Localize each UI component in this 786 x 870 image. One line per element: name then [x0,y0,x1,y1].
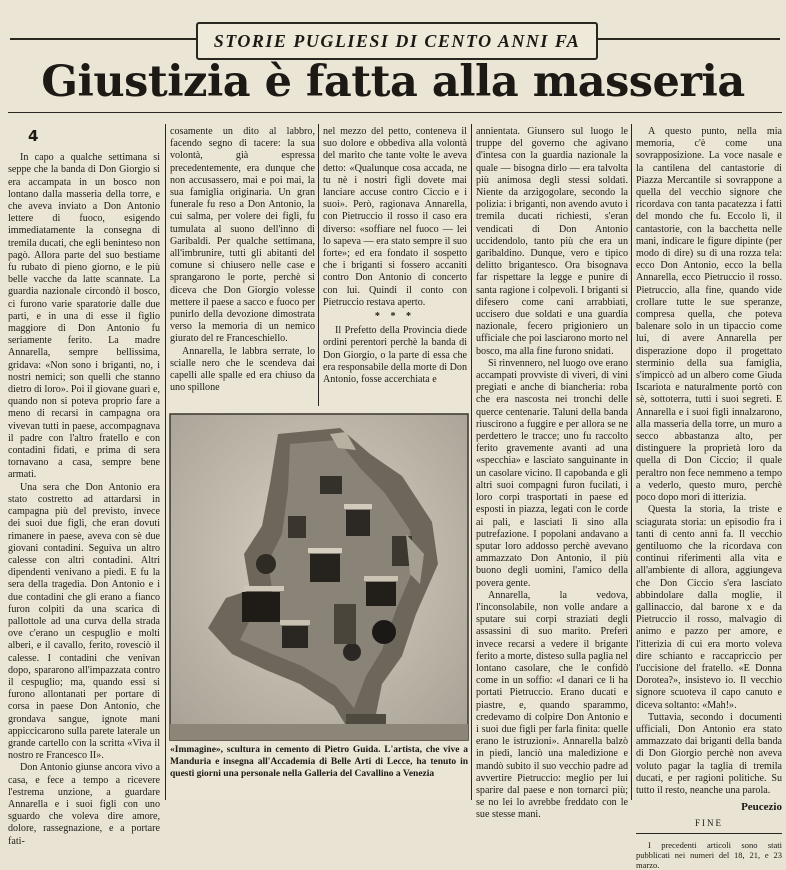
paragraph: Una sera che Don Antonio era stato costretto ad attardarsi in campagna più del previsto, invece dei suoi due figli, che eran dovuti rimanere in paese, aveva con sè due giovani contadini. Seguiva un altro calesse con altri contadini. Altri dipendenti venivano a piedi. E fu la sera della tragedia. Don Antonio e i due contadini che gli erano a fianco furon colpiti da una scarica di pallottole ad una curva della strada ove c'erano un cespuglio e molti alberi, e il cavallo, ferito, rovesciò il calesse. I contadini che venivan dopo, spararono all'impazzata contro il cespuglio; ma, quando essi si furono allontanati per portare di corsa in paese Don Antonio, che grondava sangue, ignote mani appiccicarono sulla parete laterale un grande cartello con la scritta «Viva il nostro re Francesco II». [8,481,160,762]
paragraph: cosamente un dito al labbro, facendo segno di tacere: la sua volontà, già espressa precedentemente, era dunque che non accusassero, mai e poi mai, la sua famiglia originaria. Un gran funerale fu reso a Don Antonio, la cui salma, per volere dei figli, fu tumulata al suono dell'inno di Garibaldi. Per qualche settimana, all'imbrunire, tutti gli abitanti del comune si chiusero nelle case e sprangarono le porte, perchè si diceva che Don Giorgio volesse mettere il paese a sacco e fuoco per punirlo della devozione dimostrata verso la memoria di un nemico giurato del re Franceschiello. [170,126,315,345]
footnote: I precedenti articoli sono stati pubblicati nei numeri del 18, 21, e 23 marzo. [636,839,782,870]
footnote-rule [636,833,782,834]
paragraph: In capo a qualche settimana si seppe che la banda di Don Giorgio si era accampata in un bosco non lontano dalla masseria della torre, e che aveva inviato a Don Antonio lettere di fuoco, esigendo immediatamente la consegna di tremila ducati, che egli beninteso non pagò. Allora parte del suo bestiame fu rubato di pieno giorno, e le più belle vacche da latte scannate. La guardia nazionale circondò il bosco, ci furono varie sparatorie dalle due parti, e in una di esse il figlio maggiore di Don Antonio fu seriamente ferito. La madre Annarella, sempre bellissima, gridava: «Non sono i briganti, no, i nostri nemici; son quelli che stanno dietro di loro». Poi il giovane guarì e, quando non si poteva proprio fare a meno di recarsi in campagna ora vivevan tutti in paese, accompagnava il padre con l'altro fratello e con contadini fidati, e prima di sera tornavano a casa, sempre bene armati. [8,152,160,481]
photo-caption: «Immagine», scultura in cemento di Pietro Guida. L'artista, che vive a Manduria e insegna all'Accademia di Belle Arti di Lecce, ha tenuto in questi giorni una personale nella Galleria del Cavallino a Venezia [170,745,468,779]
chapter-number: 4 [28,127,39,145]
paragraph: Questa la storia, la triste e sciagurata storia: un episodio fra i tanti di cento anni fa. Il vecchio gentiluomo che la ricordava con continui riferimenti alla vita e all'ambiente di allora, aggiungeva che Don Ciccio s'era lasciato abbindolare dalla moglie, il gallinaccio, dal barone x e da Pietruccio il rosso, malvagio di animo e pazzo per amore, e l'itterizia di cui era morto voleva dire schianto e raccapriccio per l'uccisione del fratello. «E Donna Dorotea?», insistevo io. Il vecchio signore scuoteva il capo canuto e diceva soltanto: «Mah!». [636,504,782,711]
column-divider [471,124,472,800]
sculpture-image [170,414,468,740]
article-column-1 [8,126,160,847]
top-rule-right [594,38,780,40]
top-rule [10,38,196,40]
paragraph: annientata. Giunsero sul luogo le truppe del governo che agivano d'intesa con la guardia nazionale la quale — bisogna dirlo — era talvolta più animosa degli stessi soldati. Niente da arzigogolare, secondo la polizia: i briganti, non avendo avuto i tremila ducati richiesti, s'eran vendicati di Don Antonio uccidendolo, tanto più che era un garibaldino. Dunque, vero e tipico delitto brigantesco. Ora bisognava far rispettare la legge e punire di santa ragione i colpevoli. I briganti si difesero come cani arrabbiati, uccisero due soldati e una guardia nazionale, fecero prigioniero un ufficiale che poi lasciarono morto nel bosco, ma alla fine furono snidati. [476,126,628,357]
article-column-5 [636,126,782,870]
paragraph: A questo punto, nella mia memoria, c'è come una sovrapposizione. La voce nasale e la cantilena del cantastorie di Piazza Mercantile si sovrappone a quella del vecchio signore che ricordava con tanta pacatezza i fatti del mondo che fu. Eccolo lì, il cantastorie, con la bacchetta nelle mani, indicare le figure dipinte (per modo di dire) su di una rozza tela: ecco Don Antonio, ecco la bella Annarella, ecco Pietruccio il rosso. Pietruccio, alla fine, quando vide crollare tutte le sue speranze, compresa quella, che poteva balenare solo in un tipaccio come lui, di avere Annarella per disperazione dopo il progettato sterminio della sua famiglia, s'impiccò ad un albero come Giuda Iscariota e naturalmente portò con sè, sottoterra, tutti i suoi segreti. E Annarella e i suoi figli innalzarono, alla masseria della torre, un muro a secco abbastanza alto, per distinguere la proprietà loro da quella di Don Ciccio; il quale peraltro non fece nemmeno a tempo a vederlo, questo muro, perchè poco dopo morì di itterizia. [636,126,782,504]
paragraph: Annarella, le labbra serrate, lo scialle nero che le scendeva dai capelli alle spalle ed era chiuso da uno spillone [170,345,315,394]
article-column-2 [170,126,315,406]
section-break: * * * [374,311,416,323]
column-divider [631,124,632,800]
end-marker: FINE [695,818,723,829]
author-signature: Peucezio [741,801,782,814]
article-column-4 [476,126,628,821]
paragraph: Don Antonio giunse ancora vivo a casa, e fece a tempo a ricevere l'estrema unzione, a guardare Annarella e i suoi figli con uno sguardo che voleva dire amore, dolore, rassegnazione, e a portare fati- [8,762,160,847]
sculpture-photo [170,414,468,790]
kicker: STORIE PUGLIESI DI CENTO ANNI FA [196,22,598,60]
paragraph: Si rinvennero, nel luogo ove erano accampati provviste di viveri, di vini pregiati e anche di biancheria: roba che era nascosta nei tronchi delle querce centenarie. Taluni della banda riuscirono a fuggire e per allora se ne perdettero le tracce; uno fu raccolto ferito gravemente avanti ad una «specchia» e lasciato sanguinante in un casolare vicino. Il capobanda e gli altri suoi compagni furon fucilati, i loro corpi trasportati in paese ed esposti in piazza, legati con le corde ai pali, e lasciati lì sino alla putrefazione. I popolani andavano a sputar loro addosso perchè avevano ammazzato Don Antonio, il più buono degli uomini, l'amico della povera gente. [476,357,628,589]
headline-rule [8,112,782,113]
column-divider [165,124,166,800]
article-column-3 [323,126,467,406]
paragraph: Tuttavia, secondo i documenti ufficiali, Don Antonio era stato ammazzato dai briganti della banda di Don Giorgio perchè non aveva voluto pagar la taglia di tremila ducati, e per ragioni politiche. Su tutto il resto, neanche una parola. [636,711,782,796]
paragraph: Il Prefetto della Provincia diede ordini perentori perchè la banda di Don Giorgio, o la parte di essa che era responsabile della morte di Don Antonio, fosse accerchiata e [323,325,467,386]
paragraph: Annarella, la vedova, l'inconsolabile, non volle andare a sputare sui corpi straziati degli assassini di suo marito. Preferì invece recarsi a vedere il brigante ferito a morte, disteso sulla paglia nel lontano casolare, che le confidò come in un soffio: «I danari ce li ha portati Pietruccio. Erano ducati e piastre, e, quando sparammo, credevamo di colpire Don Antonio e i suoi due figli per farla finita: quelle erano le istruzioni». Annarella balzò in piedi, lanciò una maledizione e mandò subito il suo vecchio padre ad avvertire Pietruccio: meglio per lui sparire dal paese e non tornarci più; se no lei lo avrebbe freddato con le sue stesse mani. [476,589,628,821]
headline: Giustizia è fatta alla masseria [41,57,745,107]
paragraph: nel mezzo del petto, conteneva il suo dolore e obbediva alla volontà del marito che tante volte le aveva detto: «Qualunque cosa accada, ne tu nè i nostri figli dovete mai lanciare accuse contro Ciccio e i suoi». Però, ragionava Annarella, con Pietruccio il rosso il caso era diverso: «soffiare nel fuoco — lei lo sapeva — era stato sempre il suo forte»; ed era fondato il sospetto che i briganti si fossero accaniti contro Don Antonio di concerto con lui. Quindi il conto con Pietruccio restava aperto. [323,126,467,308]
column-divider [318,124,319,406]
